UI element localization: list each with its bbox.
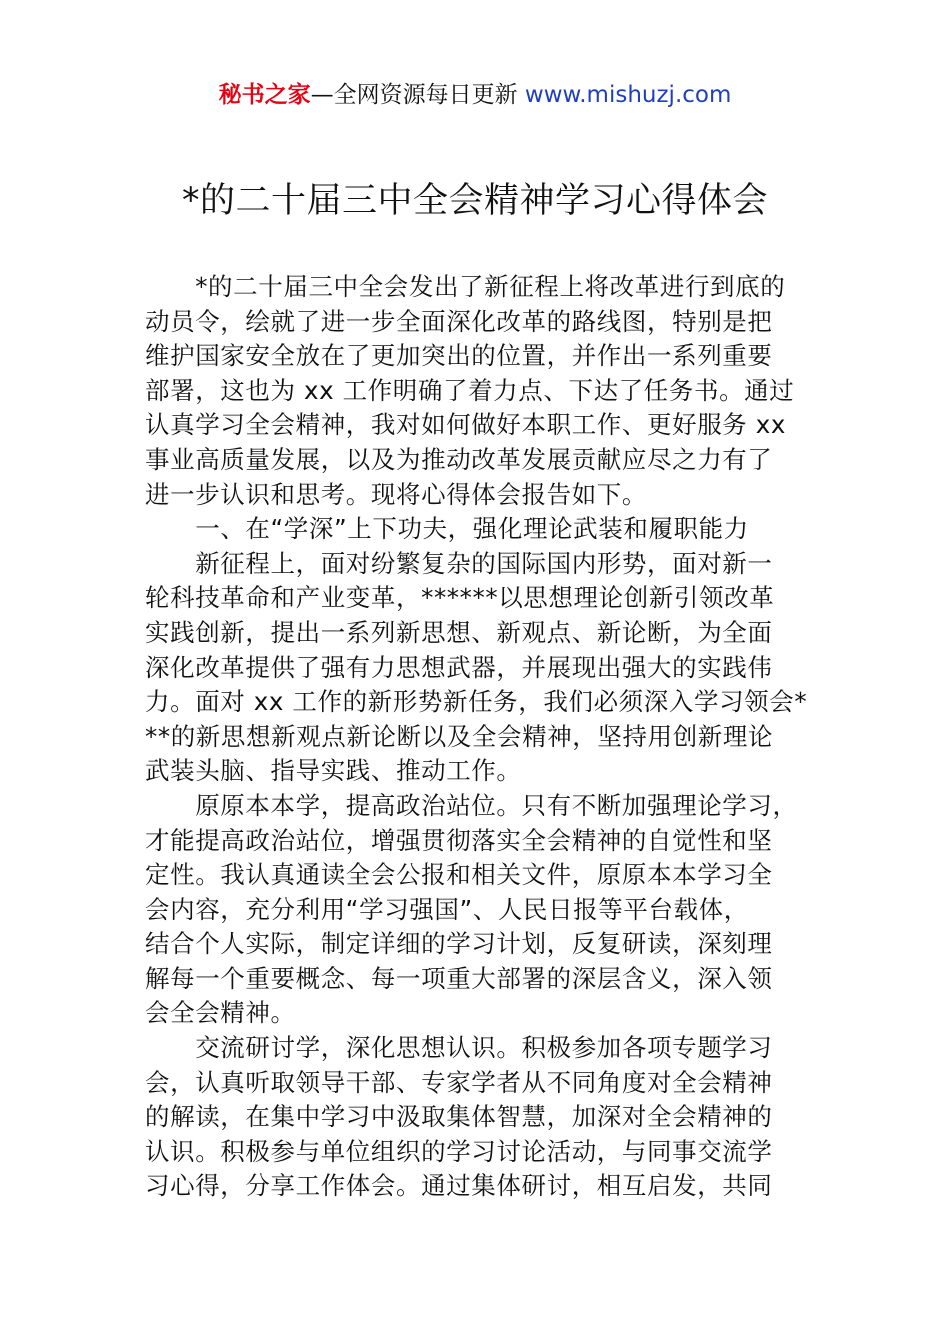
text-line: 交流研讨学，深化思想认识。积极参加各项专题学习 xyxy=(145,1033,773,1063)
text-line: 的解读，在集中学习中汲取集体智慧，加深对全会精神的 xyxy=(145,1102,773,1132)
text-line: 维护国家安全放在了更加突出的位置，并作出一系列重要 xyxy=(145,341,773,371)
text-line: 会全会精神。 xyxy=(145,998,296,1028)
text-line: 原原本本学，提高政治站位。只有不断加强理论学习， xyxy=(145,790,798,820)
text-line: 定性。我认真通读全会公报和相关文件，原原本本学习全 xyxy=(145,860,773,890)
text-line: 武装头脑、指导实践、推动工作。 xyxy=(145,756,522,786)
text-line: 习心得，分享工作体会。通过集体研讨，相互启发，共同 xyxy=(145,1171,773,1201)
text-line: 力。面对 xx 工作的新形势新任务，我们必须深入学习领会* xyxy=(145,687,808,717)
text-line: 动员令，绘就了进一步全面深化改革的路线图，特别是把 xyxy=(145,306,773,336)
text-line: **的新思想新观点新论断以及全会精神，坚持用创新理论 xyxy=(145,721,774,751)
site-tagline: —全网资源每日更新 xyxy=(310,82,525,108)
text-line: *的二十届三中全会发出了新征程上将改革进行到底的 xyxy=(145,272,786,301)
text-line: 会内容，充分利用“学习强国”、人民日报等平台载体， xyxy=(145,894,749,924)
text-line: 会，认真听取领导干部、专家学者从不同角度对全会精神 xyxy=(145,1067,773,1097)
text-line: 事业高质量发展，以及为推动改革发展贡献应尽之力有了 xyxy=(145,444,773,474)
text-line: 进一步认识和思考。现将心得体会报告如下。 xyxy=(145,479,647,509)
section-heading: 一、在“学深”上下功夫，强化理论武装和履职能力 xyxy=(145,514,749,544)
text-line: 深化改革提供了强有力思想武器，并展现出强大的实践伟 xyxy=(145,652,773,682)
text-line: 结合个人实际，制定详细的学习计划，反复研读，深刻理 xyxy=(145,929,773,959)
text-line: 解每一个重要概念、每一项重大部署的深层含义，深入领 xyxy=(145,963,773,993)
text-line: 部署，这也为 xx 工作明确了着力点、下达了任务书。通过 xyxy=(145,375,795,405)
text-line: 认真学习全会精神，我对如何做好本职工作、更好服务 xx xyxy=(145,410,786,440)
text-line: 实践创新，提出一系列新思想、新观点、新论断，为全面 xyxy=(145,617,773,647)
text-line: 轮科技革命和产业变革，******以思想理论创新引领改革 xyxy=(145,583,775,613)
site-brand: 秘书之家 xyxy=(218,82,311,108)
site-url-link[interactable]: www.mishuzj.com xyxy=(524,82,732,108)
document-body xyxy=(145,270,815,1204)
document-title: *的二十届三中全会精神学习心得体会 xyxy=(181,181,768,221)
text-line: 才能提高政治站位，增强贯彻落实全会精神的自觉性和坚 xyxy=(145,825,773,855)
site-header xyxy=(0,80,950,110)
text-line: 认识。积极参与单位组织的学习讨论活动，与同事交流学 xyxy=(145,1136,773,1166)
text-line: 新征程上，面对纷繁复杂的国际国内形势，面对新一 xyxy=(145,548,773,578)
